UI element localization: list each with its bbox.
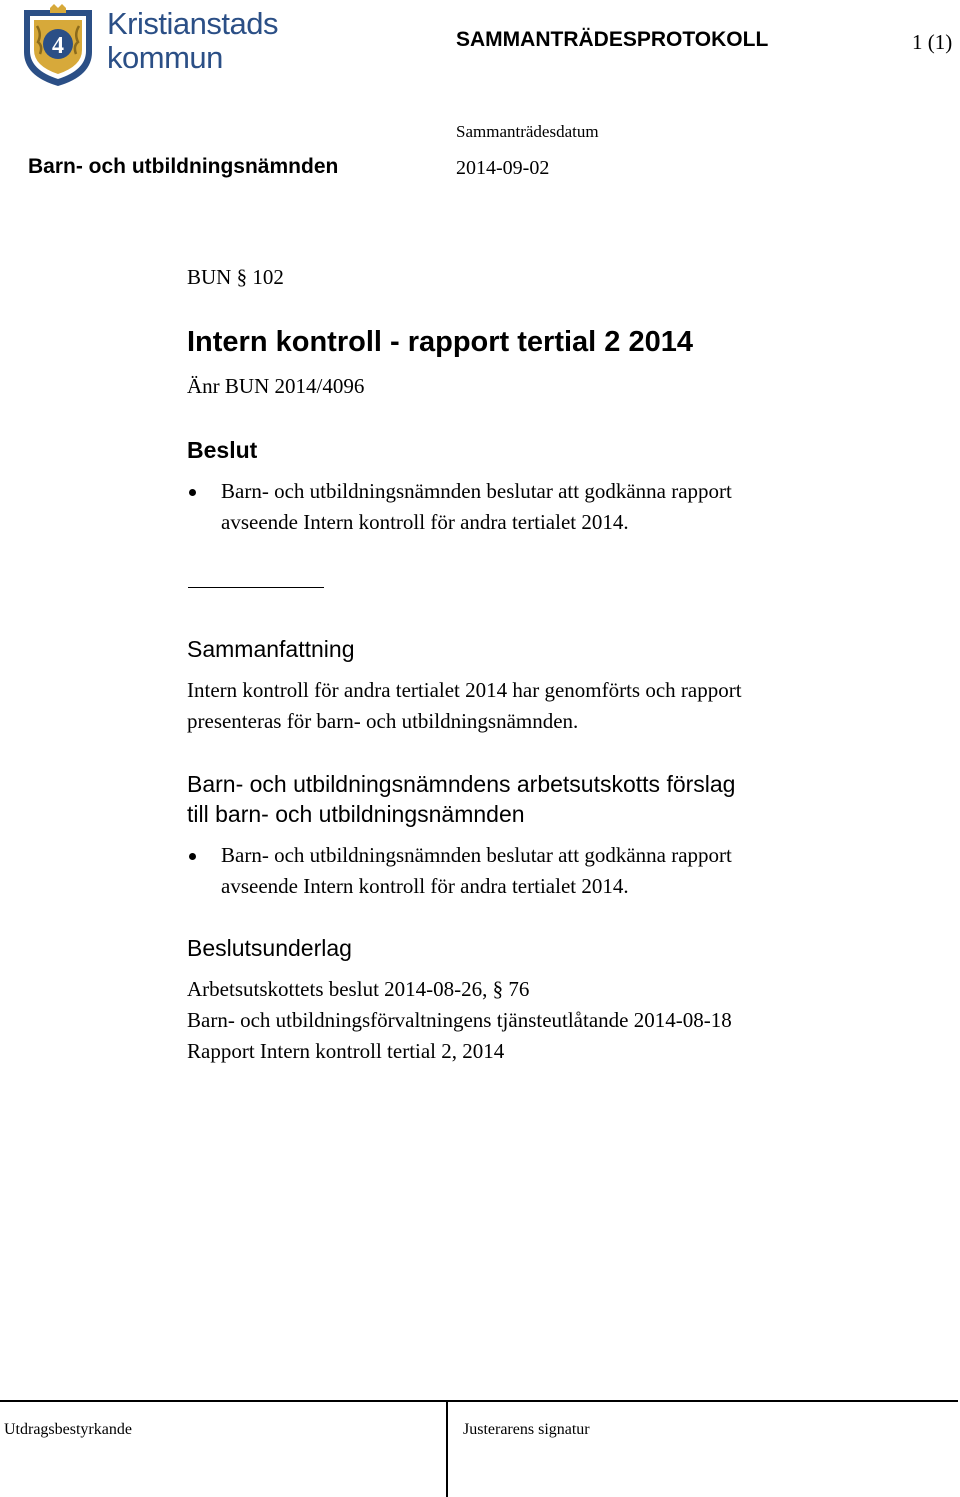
- heading-beslutsunderlag: Beslutsunderlag: [187, 935, 352, 961]
- footer-signature-label: Justerarens signatur: [463, 1421, 590, 1438]
- paragraph-reference: BUN § 102: [187, 265, 284, 289]
- heading-sammanfattning: Sammanfattning: [187, 636, 355, 662]
- coat-of-arms-icon: [20, 4, 96, 88]
- beslutsunderlag-item: Barn- och utbildningsförvaltningens tjänsteutlåtande 2014-08-18: [187, 1008, 732, 1032]
- footer-column-divider: [446, 1400, 448, 1497]
- sammanfattning-text-line: Intern kontroll för andra tertialet 2014 har genomförts och rapport: [187, 678, 742, 702]
- beslutsunderlag-item: Rapport Intern kontroll tertial 2, 2014: [187, 1039, 505, 1063]
- bullet-icon: [189, 853, 196, 860]
- logo-text-line2: kommun: [107, 40, 223, 75]
- meeting-date-label: Sammanträdesdatum: [456, 122, 599, 141]
- municipality-logo: [20, 4, 320, 88]
- logo-text-line1: Kristianstads: [107, 6, 278, 41]
- document-type: SAMMANTRÄDESPROTOKOLL: [456, 28, 769, 51]
- footer-divider: [0, 1400, 958, 1402]
- committee-name: Barn- och utbildningsnämnden: [28, 155, 339, 178]
- beslut-text-line: Barn- och utbildningsnämnden beslutar att godkänna rapport: [221, 479, 732, 503]
- beslut-text-line: avseende Intern kontroll för andra tertialet 2014.: [221, 510, 629, 534]
- section-divider: [188, 587, 324, 588]
- bullet-icon: [189, 489, 196, 496]
- page-number: 1 (1): [912, 30, 953, 54]
- heading-beslut: Beslut: [187, 437, 258, 463]
- heading-forslag-line: till barn- och utbildningsnämnden: [187, 801, 525, 827]
- heading-forslag-line: Barn- och utbildningsnämndens arbetsutskotts förslag: [187, 771, 736, 797]
- forslag-text-line: Barn- och utbildningsnämnden beslutar att godkänna rapport: [221, 843, 732, 867]
- meeting-date: 2014-09-02: [456, 157, 550, 179]
- forslag-text-line: avseende Intern kontroll för andra tertialet 2014.: [221, 874, 629, 898]
- page-title: Intern kontroll - rapport tertial 2 2014: [187, 326, 693, 358]
- footer-certification-label: Utdragsbestyrkande: [4, 1421, 132, 1438]
- svg-text:4: 4: [52, 33, 64, 59]
- case-number: Änr BUN 2014/4096: [187, 374, 365, 398]
- sammanfattning-text-line: presenteras för barn- och utbildningsnämnden.: [187, 709, 579, 733]
- beslutsunderlag-item: Arbetsutskottets beslut 2014-08-26, § 76: [187, 977, 530, 1001]
